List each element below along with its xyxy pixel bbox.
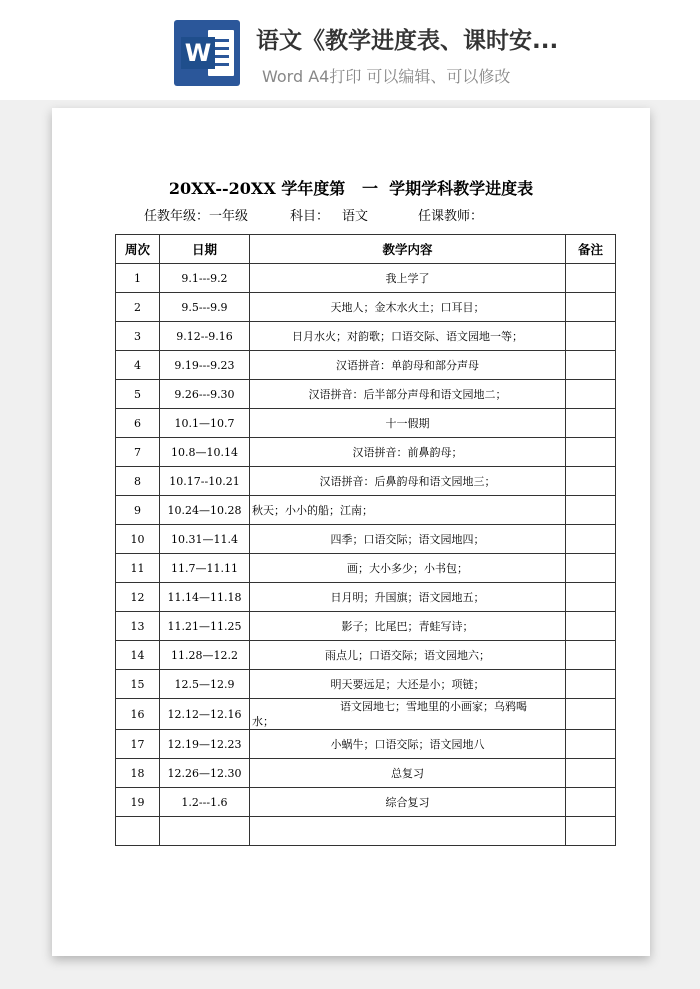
table-row — [116, 293, 616, 322]
content-cell: 总复习 — [250, 759, 566, 788]
content-cell: 明天要远足；大还是小；项链； — [250, 670, 566, 699]
week-cell: 9 — [116, 496, 160, 525]
table-row — [116, 322, 616, 351]
week-cell: 10 — [116, 525, 160, 554]
content-cell: 画；大小多少；小书包； — [250, 554, 566, 583]
table-row — [116, 788, 616, 817]
date-cell: 10.17--10.21 — [160, 467, 250, 496]
note-cell — [566, 438, 616, 467]
content-cell: 汉语拼音：后鼻韵母和语文园地三； — [250, 467, 566, 496]
content-cell: 小蜗牛；口语交际；语文园地八 — [250, 730, 566, 759]
week-cell: 8 — [116, 467, 160, 496]
note-cell — [566, 817, 616, 846]
table-row — [116, 409, 616, 438]
note-cell — [566, 380, 616, 409]
content-line-2: 水； — [252, 715, 274, 728]
date-cell: 12.19—12.23 — [160, 730, 250, 759]
table-row — [116, 496, 616, 525]
note-cell — [566, 554, 616, 583]
week-cell: 1 — [116, 264, 160, 293]
note-cell — [566, 612, 616, 641]
note-cell — [566, 496, 616, 525]
note-cell — [566, 583, 616, 612]
week-cell: 17 — [116, 730, 160, 759]
content-cell: 汉语拼音：后半部分声母和语文园地二； — [250, 380, 566, 409]
week-cell: 13 — [116, 612, 160, 641]
week-cell: 2 — [116, 293, 160, 322]
content-cell — [250, 817, 566, 846]
week-cell: 19 — [116, 788, 160, 817]
date-cell: 12.26—12.30 — [160, 759, 250, 788]
content-line-1: 语文园地七；雪地里的小画家；乌鸦喝 — [340, 700, 527, 713]
date-cell: 1.2---1.6 — [160, 788, 250, 817]
week-cell: 15 — [116, 670, 160, 699]
content-cell: 我上学了 — [250, 264, 566, 293]
content-cell: 秋天；小小的船；江南； — [250, 496, 566, 525]
date-cell: 10.1—10.7 — [160, 409, 250, 438]
table-row — [116, 438, 616, 467]
date-cell: 10.31—11.4 — [160, 525, 250, 554]
week-cell: 3 — [116, 322, 160, 351]
schedule-table — [115, 234, 616, 846]
content-cell: 日月明；升国旗；语文园地五； — [250, 583, 566, 612]
week-cell: 16 — [116, 699, 160, 730]
content-cell: 综合复习 — [250, 788, 566, 817]
note-cell — [566, 409, 616, 438]
week-cell: 11 — [116, 554, 160, 583]
date-cell — [160, 817, 250, 846]
note-cell — [566, 730, 616, 759]
date-cell: 9.26---9.30 — [160, 380, 250, 409]
date-cell: 9.12--9.16 — [160, 322, 250, 351]
week-cell: 5 — [116, 380, 160, 409]
document-subtitle: Word A4打印 可以编辑、可以修改 — [262, 67, 511, 86]
content-cell: 四季；口语交际；语文园地四； — [250, 525, 566, 554]
content-cell: 天地人；金木水火土；口耳目； — [250, 293, 566, 322]
date-cell: 9.5---9.9 — [160, 293, 250, 322]
subject-label: 科目： — [290, 209, 330, 224]
content-cell: 影子；比尾巴；青蛙写诗； — [250, 612, 566, 641]
content-cell: 汉语拼音：单韵母和部分声母 — [250, 351, 566, 380]
schedule-title: 20XX--20XX 学年度第 一 学期学科教学进度表 — [168, 179, 534, 198]
table-row — [116, 583, 616, 612]
word-doc-icon — [174, 20, 240, 86]
week-cell: 12 — [116, 583, 160, 612]
header-date: 日期 — [160, 235, 250, 264]
content-cell: 汉语拼音：前鼻韵母； — [250, 438, 566, 467]
date-cell: 11.28—12.2 — [160, 641, 250, 670]
table-row — [116, 264, 616, 293]
content-cell: 日月水火；对韵歌；口语交际、语文园地一等； — [250, 322, 566, 351]
date-cell: 12.12—12.16 — [160, 699, 250, 730]
week-cell: 18 — [116, 759, 160, 788]
content-cell: 十一假期 — [250, 409, 566, 438]
note-cell — [566, 525, 616, 554]
date-cell: 12.5—12.9 — [160, 670, 250, 699]
date-cell: 9.19---9.23 — [160, 351, 250, 380]
week-cell: 4 — [116, 351, 160, 380]
week-cell: 7 — [116, 438, 160, 467]
date-cell: 9.1---9.2 — [160, 264, 250, 293]
week-cell — [116, 817, 160, 846]
date-cell: 11.21—11.25 — [160, 612, 250, 641]
document-title: 语文《教学进度表、课时安... — [256, 28, 559, 54]
date-cell: 10.24—10.28 — [160, 496, 250, 525]
week-cell: 14 — [116, 641, 160, 670]
table-row — [116, 730, 616, 759]
table-header-row — [116, 235, 616, 264]
subject-value: 语文 — [342, 209, 369, 224]
note-cell — [566, 351, 616, 380]
header-note: 备注 — [566, 235, 616, 264]
header-week: 周次 — [116, 235, 160, 264]
note-cell — [566, 641, 616, 670]
table-row — [116, 467, 616, 496]
table-row — [116, 759, 616, 788]
note-cell — [566, 322, 616, 351]
date-cell: 11.14—11.18 — [160, 583, 250, 612]
table-row — [116, 612, 616, 641]
table-row — [116, 554, 616, 583]
table-row — [116, 670, 616, 699]
note-cell — [566, 699, 616, 730]
note-cell — [566, 293, 616, 322]
date-cell: 11.7—11.11 — [160, 554, 250, 583]
note-cell — [566, 467, 616, 496]
table-row — [116, 351, 616, 380]
note-cell — [566, 670, 616, 699]
table-row — [116, 817, 616, 846]
table-row — [116, 641, 616, 670]
table-row — [116, 699, 616, 730]
table-row — [116, 380, 616, 409]
note-cell — [566, 788, 616, 817]
document-page — [52, 108, 650, 956]
table-row — [116, 525, 616, 554]
note-cell — [566, 264, 616, 293]
page-header — [0, 0, 700, 100]
teacher-label: 任课教师： — [418, 209, 484, 224]
week-cell: 6 — [116, 409, 160, 438]
date-cell: 10.8—10.14 — [160, 438, 250, 467]
header-content: 教学内容 — [250, 235, 566, 264]
content-cell: 雨点儿；口语交际；语文园地六； — [250, 641, 566, 670]
grade-label: 任教年级：一年级 — [144, 209, 249, 224]
note-cell — [566, 759, 616, 788]
content-cell — [250, 699, 566, 730]
word-icon-letter: W — [181, 37, 215, 69]
